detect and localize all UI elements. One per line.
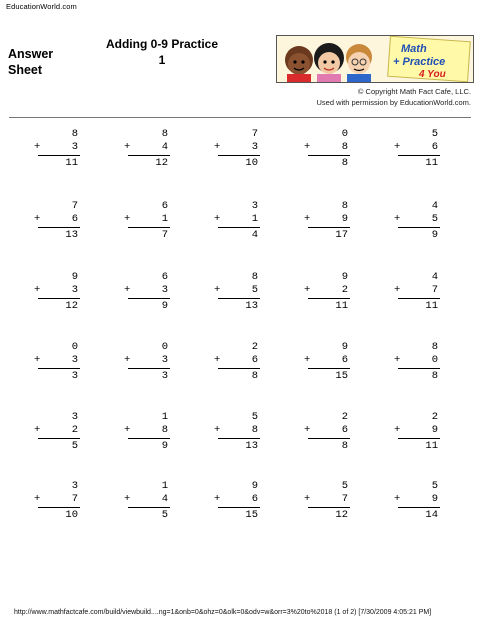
- sum-line: [308, 368, 350, 369]
- addend-bottom: 6: [71, 213, 78, 225]
- addition-problem: [214, 480, 260, 522]
- site-name: EducationWorld.com: [6, 2, 77, 11]
- addend-row: [304, 424, 350, 437]
- sum-answer: 11: [425, 157, 438, 169]
- addend-top: 7: [251, 128, 258, 140]
- addend-row: [124, 354, 170, 367]
- header-divider: [9, 117, 471, 118]
- plus-sign: +: [34, 213, 41, 225]
- addend-row: [394, 493, 440, 506]
- addend-bottom: 9: [341, 213, 348, 225]
- sum-answer: 12: [65, 300, 78, 312]
- plus-sign: +: [124, 284, 131, 296]
- addend-top: 1: [161, 411, 168, 423]
- sum-answer: 9: [431, 229, 438, 241]
- addend-top: 9: [341, 341, 348, 353]
- addend-row: [124, 424, 170, 437]
- addend-bottom: 6: [251, 354, 258, 366]
- addend-top: 9: [71, 271, 78, 283]
- answer-sheet-label: Answer Sheet: [8, 47, 54, 77]
- addend-row: [214, 141, 260, 154]
- sum-answer: 5: [71, 440, 78, 452]
- addend-bottom: 3: [161, 354, 168, 366]
- addend-row: [124, 493, 170, 506]
- addend-top: 8: [341, 200, 348, 212]
- addend-row: [394, 354, 440, 367]
- sum-line: [398, 227, 440, 228]
- sum-line: [218, 298, 260, 299]
- sum-answer: 14: [425, 509, 438, 521]
- sum-answer: 13: [65, 229, 78, 241]
- sum-answer: 15: [245, 509, 258, 521]
- addition-problem: [34, 271, 80, 313]
- sum-line: [128, 298, 170, 299]
- sum-line: [38, 438, 80, 439]
- addend-row: [304, 213, 350, 226]
- addition-problem: [214, 200, 260, 242]
- addend-bottom: 2: [71, 424, 78, 436]
- addend-bottom: 9: [431, 493, 438, 505]
- plus-sign: +: [34, 424, 41, 436]
- sum-line: [218, 227, 260, 228]
- addition-problem: [124, 271, 170, 313]
- addition-problem: [394, 200, 440, 242]
- addend-bottom: 6: [251, 493, 258, 505]
- addend-row: [214, 424, 260, 437]
- addition-problem: [214, 271, 260, 313]
- sum-answer: 10: [245, 157, 258, 169]
- addend-row: [214, 284, 260, 297]
- addend-top: 5: [431, 128, 438, 140]
- addend-row: [394, 213, 440, 226]
- addend-row: [34, 213, 80, 226]
- sum-answer: 7: [161, 229, 168, 241]
- copyright-line-2: Used with permission by EducationWorld.com.: [316, 98, 471, 107]
- addend-top: 6: [161, 200, 168, 212]
- sum-answer: 13: [245, 300, 258, 312]
- plus-sign: +: [304, 213, 311, 225]
- addend-top: 5: [251, 411, 258, 423]
- addition-problem: [214, 341, 260, 383]
- addition-problem: [124, 200, 170, 242]
- sum-answer: 11: [335, 300, 348, 312]
- addend-row: [214, 493, 260, 506]
- addend-bottom: 3: [71, 354, 78, 366]
- sum-line: [128, 227, 170, 228]
- addend-bottom: 6: [431, 141, 438, 153]
- sum-line: [398, 298, 440, 299]
- addend-top: 2: [251, 341, 258, 353]
- addend-top: 7: [71, 200, 78, 212]
- addition-problem: [304, 411, 350, 453]
- addition-problem: [34, 480, 80, 522]
- plus-sign: +: [394, 493, 401, 505]
- addition-problem: [214, 128, 260, 170]
- plus-sign: +: [214, 284, 221, 296]
- sum-answer: 4: [251, 229, 258, 241]
- addend-row: [304, 354, 350, 367]
- addend-top: 4: [431, 271, 438, 283]
- sum-answer: 11: [425, 440, 438, 452]
- plus-sign: +: [304, 141, 311, 153]
- addition-problem: [394, 128, 440, 170]
- plus-sign: +: [214, 354, 221, 366]
- title-line-2: 1: [158, 53, 166, 67]
- addend-bottom: 1: [251, 213, 258, 225]
- sum-line: [308, 155, 350, 156]
- addend-row: [394, 284, 440, 297]
- addend-bottom: 6: [341, 424, 348, 436]
- sum-line: [38, 368, 80, 369]
- addition-problem: [304, 128, 350, 170]
- addition-problem: [34, 200, 80, 242]
- addend-row: [34, 284, 80, 297]
- addition-problem: [214, 411, 260, 453]
- addend-top: 5: [431, 480, 438, 492]
- addend-row: [124, 213, 170, 226]
- plus-sign: +: [124, 424, 131, 436]
- sum-line: [38, 298, 80, 299]
- sum-answer: 3: [71, 370, 78, 382]
- sum-answer: 9: [161, 440, 168, 452]
- copyright-note: [316, 86, 471, 108]
- addend-top: 5: [341, 480, 348, 492]
- sum-answer: 11: [65, 157, 78, 169]
- addition-problem: [394, 341, 440, 383]
- plus-sign: +: [124, 213, 131, 225]
- sum-answer: 10: [65, 509, 78, 521]
- plus-sign: +: [34, 493, 41, 505]
- addend-row: [34, 424, 80, 437]
- addend-row: [124, 284, 170, 297]
- sum-line: [128, 507, 170, 508]
- addition-problem: [34, 128, 80, 170]
- sum-line: [308, 438, 350, 439]
- title-line-1: Adding 0-9 Practice: [105, 37, 219, 51]
- addition-problem: [34, 341, 80, 383]
- addend-top: 3: [251, 200, 258, 212]
- addend-top: 2: [431, 411, 438, 423]
- addend-row: [34, 493, 80, 506]
- sum-answer: 15: [335, 370, 348, 382]
- addition-problem: [304, 480, 350, 522]
- addend-bottom: 3: [71, 141, 78, 153]
- addend-row: [304, 284, 350, 297]
- sum-line: [38, 155, 80, 156]
- sum-line: [218, 368, 260, 369]
- addend-top: 8: [71, 128, 78, 140]
- sum-line: [398, 368, 440, 369]
- sum-answer: 8: [341, 440, 348, 452]
- sum-line: [398, 438, 440, 439]
- addend-top: 6: [161, 271, 168, 283]
- plus-sign: +: [304, 354, 311, 366]
- addend-top: 2: [341, 411, 348, 423]
- addition-problem: [124, 128, 170, 170]
- plus-sign: +: [304, 493, 311, 505]
- plus-sign: +: [124, 493, 131, 505]
- addend-bottom: 0: [431, 354, 438, 366]
- addition-problem: [394, 271, 440, 313]
- logo-word-math: Math: [401, 43, 427, 55]
- kids-illustration: [277, 36, 473, 82]
- addend-top: 1: [161, 480, 168, 492]
- plus-sign: +: [304, 284, 311, 296]
- plus-sign: +: [304, 424, 311, 436]
- sum-line: [398, 507, 440, 508]
- addend-top: 4: [431, 200, 438, 212]
- sum-answer: 3: [161, 370, 168, 382]
- sum-answer: 5: [161, 509, 168, 521]
- addition-problem: [394, 480, 440, 522]
- addition-problem: [124, 411, 170, 453]
- sum-line: [128, 155, 170, 156]
- sum-answer: 12: [335, 509, 348, 521]
- addend-bottom: 5: [251, 284, 258, 296]
- plus-sign: +: [394, 354, 401, 366]
- addend-bottom: 8: [341, 141, 348, 153]
- addend-row: [394, 141, 440, 154]
- plus-sign: +: [34, 284, 41, 296]
- sum-answer: 8: [431, 370, 438, 382]
- plus-sign: +: [394, 424, 401, 436]
- addend-bottom: 1: [161, 213, 168, 225]
- addend-top: 8: [431, 341, 438, 353]
- sum-line: [218, 155, 260, 156]
- worksheet-title: [82, 36, 242, 68]
- math-practice-logo: [276, 35, 474, 83]
- sum-line: [308, 298, 350, 299]
- sum-answer: 11: [425, 300, 438, 312]
- addend-row: [304, 141, 350, 154]
- sum-line: [308, 507, 350, 508]
- plus-sign: +: [214, 213, 221, 225]
- sum-line: [218, 507, 260, 508]
- addend-bottom: 6: [341, 354, 348, 366]
- plus-sign: +: [394, 213, 401, 225]
- addend-bottom: 8: [161, 424, 168, 436]
- addend-bottom: 7: [431, 284, 438, 296]
- sum-line: [308, 227, 350, 228]
- plus-sign: +: [214, 493, 221, 505]
- addition-problem: [304, 341, 350, 383]
- plus-sign: +: [34, 141, 41, 153]
- addend-bottom: 7: [71, 493, 78, 505]
- sum-line: [218, 438, 260, 439]
- addition-problem: [304, 200, 350, 242]
- sum-answer: 13: [245, 440, 258, 452]
- addend-top: 9: [341, 271, 348, 283]
- addition-problem: [124, 480, 170, 522]
- addend-row: [34, 354, 80, 367]
- addend-bottom: 4: [161, 141, 168, 153]
- addition-problem: [34, 411, 80, 453]
- addition-problem: [394, 411, 440, 453]
- addend-bottom: 5: [431, 213, 438, 225]
- plus-sign: +: [394, 141, 401, 153]
- addend-top: 0: [71, 341, 78, 353]
- addend-top: 9: [251, 480, 258, 492]
- sum-line: [38, 227, 80, 228]
- addend-bottom: 9: [431, 424, 438, 436]
- sum-answer: 8: [251, 370, 258, 382]
- addend-row: [34, 141, 80, 154]
- addend-bottom: 2: [341, 284, 348, 296]
- addend-row: [394, 424, 440, 437]
- addend-bottom: 3: [71, 284, 78, 296]
- addend-row: [214, 354, 260, 367]
- addend-bottom: 8: [251, 424, 258, 436]
- page-footer-url: http://www.mathfactcafe.com/build/viewbuild....ng=1&onb=0&ohz=0&olk=0&odv=w&orr=3%20to%2018 (1 of 2) [7/30/2009 4:05:21 PM]: [14, 609, 432, 616]
- sum-line: [38, 507, 80, 508]
- sum-line: [398, 155, 440, 156]
- sum-line: [128, 438, 170, 439]
- addend-bottom: 7: [341, 493, 348, 505]
- addition-problem: [124, 341, 170, 383]
- addend-bottom: 4: [161, 493, 168, 505]
- plus-sign: +: [214, 424, 221, 436]
- copyright-line-1: © Copyright Math Fact Cafe, LLC.: [357, 87, 471, 96]
- plus-sign: +: [34, 354, 41, 366]
- addend-top: 8: [251, 271, 258, 283]
- logo-word-4you: 4 You: [419, 69, 446, 80]
- sum-answer: 8: [341, 157, 348, 169]
- addend-top: 0: [341, 128, 348, 140]
- addend-top: 8: [161, 128, 168, 140]
- addend-bottom: 3: [251, 141, 258, 153]
- addend-row: [124, 141, 170, 154]
- sum-answer: 9: [161, 300, 168, 312]
- plus-sign: +: [214, 141, 221, 153]
- addend-row: [304, 493, 350, 506]
- sum-answer: 12: [155, 157, 168, 169]
- addend-top: 3: [71, 480, 78, 492]
- addend-row: [214, 213, 260, 226]
- plus-sign: +: [394, 284, 401, 296]
- addend-bottom: 3: [161, 284, 168, 296]
- logo-word-practice: + Practice: [393, 56, 446, 68]
- addend-top: 3: [71, 411, 78, 423]
- plus-sign: +: [124, 141, 131, 153]
- addend-top: 0: [161, 341, 168, 353]
- addition-problem: [304, 271, 350, 313]
- sum-answer: 17: [335, 229, 348, 241]
- sum-line: [128, 368, 170, 369]
- plus-sign: +: [124, 354, 131, 366]
